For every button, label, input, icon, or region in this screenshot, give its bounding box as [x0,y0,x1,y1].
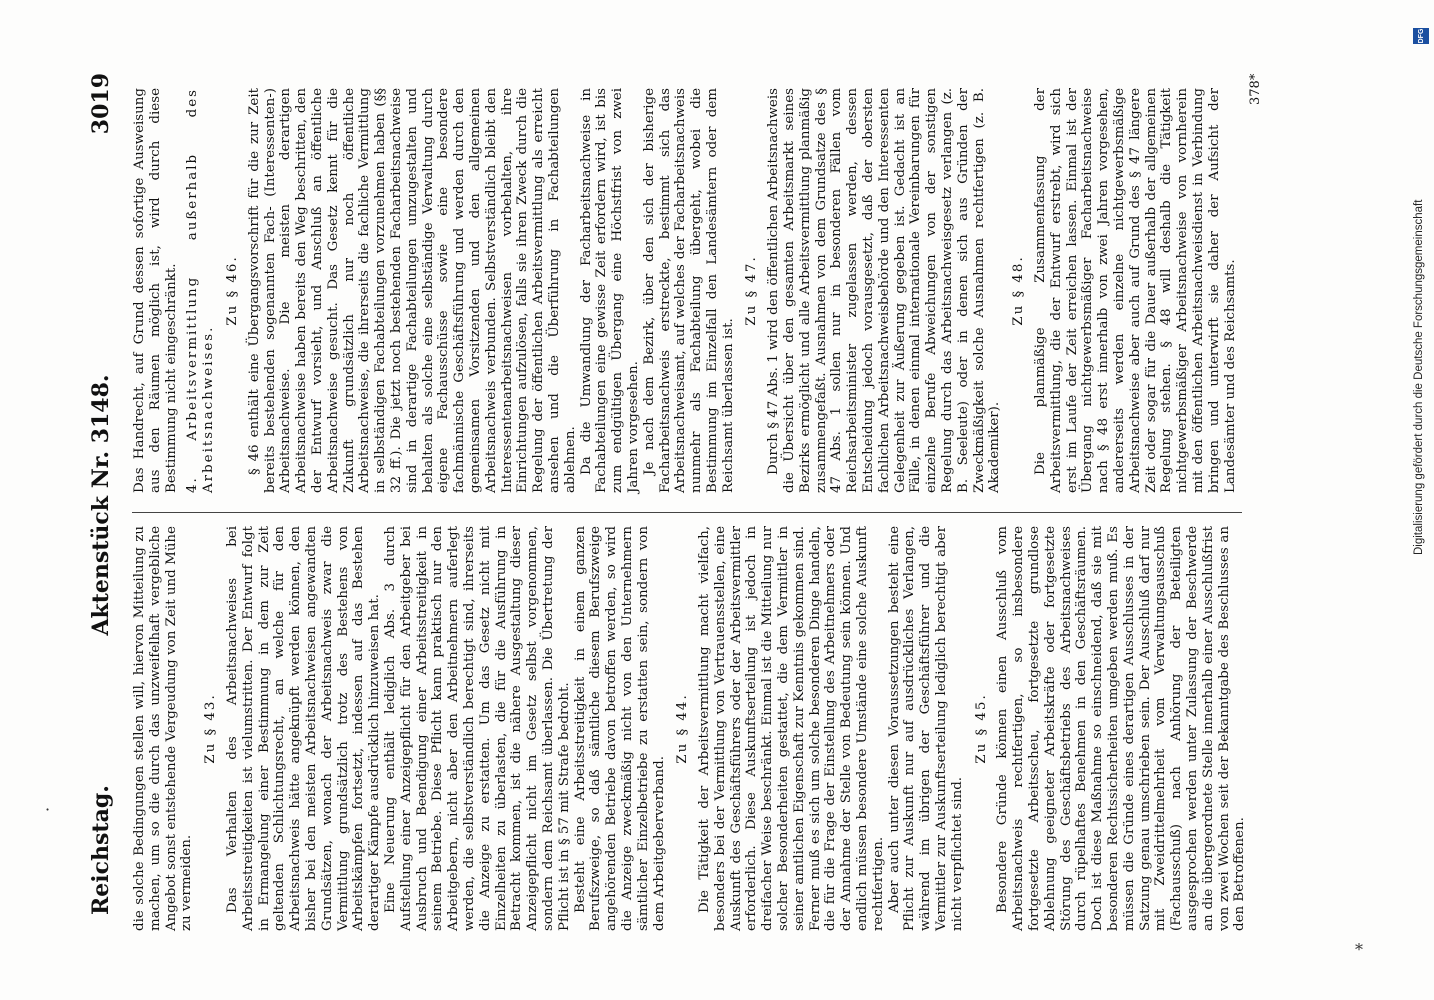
page-number: 3019 [88,73,114,135]
paragraph: Besondere Gründe können einen Ausschluß vom Arbeitsnachweis rechtfertigen, so insbesondere fortgesetzte Arbeitsscheu, fortgesetzte grundlose Ablehnung geeigneter Arbeitskräfte oder fortgesetzte Störung des Geschäftsbetriebs des Arbeitsnachweises durch rüpelhaftes Benehmen in den Geschäftsräumen. Doch ist diese Maßnahme so einschneidend, daß sie mit besonderen Rechtssicherheiten umgeben werden muß. Es müssen die Gründe eines derartigen Ausschlusses in der Satzung genau umschrieben sein. Der Ausschluß darf nur mit Zweidrittelmehrheit vom Verwaltungsausschuß (Fachausschuß) nach Anhörung der Beteiligten ausgesprochen werden unter Zulassung der Beschwerde an die übergeordnete Stelle innerhalb einer Ausschlußfrist von zwei Wochen seit der Bekanntgabe des Beschlusses an den Betroffenen. [995,526,1248,931]
scan-speck: * [1355,940,1363,959]
paragraph: Je nach dem Bezirk, über den sich der bisherige Facharbeitsnachweis erstreckte, bestimmt sich das Arbeitsnachweisamt, auf welches der Facharbeitsnachweis nunmehr als Fachabteilung übergeht, wobei die Bestimmung im Einzelfall den Landesämtern oder dem Reichsamt überlassen ist. [641,88,736,493]
paragraph: Das Handrecht, auf Grund dessen sofortige Ausweisung aus den Räumen möglich ist, wird durch diese Bestimmung nicht eingeschränkt. [132,88,179,493]
text-column-left [132,526,1248,931]
running-header [80,65,120,945]
section-heading: Zu § 45. [973,693,989,764]
header-left: Reichstag. [88,785,114,915]
header-center: Aktenstück Nr. 3148. [88,374,114,636]
text-column-right [132,88,1238,493]
paragraph: Das Verhalten des Arbeitsnachweises bei Arbeitsstreitigkeiten ist vielumstritten. Der Entwurf folgt in Ermangelung einer Bestimmung in dem zur Zeit geltenden Schlichtungsrecht, an welche für den Arbeitsnachweis hätte angeknüpft werden können, den bisher bei den meisten Arbeitsnachweisen angewandten Grundsätzen, wonach der Arbeitsnachweis zwar die Vermittlung grundsätzlich trotz des Bestehens von Arbeitskämpfen fortsetzt, indessen auf das Bestehen derartiger Kämpfe ausdrücklich hinzuweisen hat. [224,526,383,931]
rotated-page-content [80,65,1330,945]
paragraph: § 46 enthält eine Übergangsvorschrift für die zur Zeit bereits bestehenden sogenannten Fach- (Interessenten-) Arbeitsnachweise. Die meisten derartigen Arbeitsnachweise haben bereits den Weg beschritten, den der Entwurf vorsieht, und Anschluß an öffentliche Arbeitsnachweise gesucht. Das Gesetz kennt für die Zukunft grundsätzlich nur noch öffentliche Arbeitsnachweise, die ihrerseits die fachliche Vermittlung in selbständigen Fachabteilungen vorzunehmen haben (§§ 32 ff.). Die jetzt noch bestehenden Facharbeitsnachweise sind in derartige Fachabteilungen umzugestalten und behalten als solche eine selbständige Verwaltung durch eigene Fachausschüsse sowie eine besondere fachmännische Geschäftsführung und werden durch den gemeinsamen Vorsitzenden und den allgemeinen Arbeitsnachweis verbunden. Selbstverständlich bleibt den Interessentenarbeitsnachweisen vorbehalten, ihre Einrichtungen aufzulösen, falls sie ihren Zweck durch die Regelung der öffentlichen Arbeitsvermittlung als erreicht ansehen und die Überführung in Fachabteilungen ablehnen. [246,88,578,493]
sheet-number: 378* [1248,73,1263,105]
section-heading: Zu § 47. [744,255,760,326]
paragraph: Aber auch unter diesen Voraussetzungen besteht eine Pflicht zur Auskunft nur auf ausdrückliches Verlangen, während im übrigen der Geschäftsführer und die Vermittler zur Auskunftserteilung lediglich berechtigt aber nicht verpflichtet sind. [886,526,965,931]
section-heading: Zu § 46. [224,255,240,326]
scan-speck: · [45,800,51,819]
dfg-logo: DFG [1413,28,1429,44]
paragraph: Besteht eine Arbeitsstreitigkeit in einem ganzen Berufszweige, so daß sämtliche diesem Berufszweige angehörenden Betriebe davon betroffen werden, so wird die Anzeige zweckmäßig nicht von den Unternehmern sämtlicher Einzelbetriebe zu erstatten sein, sondern von dem Arbeitgeberverband. [572,526,667,931]
paragraph: Die Tätigkeit der Arbeitsvermittlung macht vielfach, besonders bei der Vermittlung von Vertrauensstellen, eine Auskunft des Geschäftsführers oder der Arbeitsvermittler erforderlich. Diese Auskunftserteilung ist jedoch in dreifacher Weise beschränkt. Einmal ist die Mitteilung nur solcher Besonderheiten gestattet, die dem Vermittler in seiner amtlichen Eigenschaft zur Kenntnis gekommen sind. Ferner muß es sich um solche besonderen Dinge handeln, die für die Frage der Einstellung des Arbeitnehmers oder der Annahme der Stelle von Bedeutung sein können. Und endlich müssen besondere Umstände eine solche Auskunft rechtfertigen. [697,526,886,931]
paragraph: Da die Umwandlung der Facharbeitsnachweise in Fachabteilungen eine gewisse Zeit erfordern wird, ist bis zum endgültigen Übergang eine Höchstfrist von zwei Jahren vorgesehen. [578,88,641,493]
digitization-note: Digitalisierung gefördert durch die Deutsche Forschungsgemeinschaft [1413,199,1425,555]
section-heading: Zu § 43. [203,693,219,764]
section-heading: Zu § 44. [675,693,691,764]
chapter-heading: 4. Arbeitsvermittlung außerhalb des Arbeitsnachweises. [185,88,217,493]
paragraph: Durch § 47 Abs. 1 wird den öffentlichen Arbeitsnachweis die Übersicht über den gesamten Arbeitsmarkt seines Bezirks ermöglicht und alle Arbeitsvermittlung planmäßig zusammengefaßt. Ausnahmen von dem Grundsatze des § 47 Abs. 1 sollen nur in besonderen Fällen vom Reichsarbeitsminister zugelassen werden, dessen Entscheidung jedoch vorausgesetzt, daß der obersten fachlichen Arbeitsnachweisbehörde und den Interessenten Gelegenheit zur Äußerung gegeben ist. Gedacht ist an Fälle, in denen einmal internationale Vereinbarungen für einzelne Berufe Abweichungen von der sonstigen Regelung durch das Arbeitsnachweisgesetz verlangen (z. B. Seeleute) oder in denen sich aus Gründen der Zweckmäßigkeit solche Ausnahmen rechtfertigen (z. B. Akademiker). [766,88,1003,493]
section-heading: Zu § 48. [1011,255,1027,326]
paragraph: Eine Neuerung enthält lediglich Abs. 3 durch Aufstellung einer Anzeigepflicht für den Arbeitgeber bei Ausbruch und Beendigung einer Arbeitsstreitigkeit in seinem Betriebe. Diese Pflicht kann praktisch nur den Arbeitgebern, nicht aber den Arbeitnehmern auferlegt werden, die selbstverständlich berechtigt sind, ihrerseits die Anzeige zu erstatten. Um das Gesetz nicht mit Einzelheiten zu überlasten, die für die Ausführung in Betracht kommen, ist die nähere Ausgestaltung dieser Anzeigepflicht nicht im Gesetz selbst vorgenommen, sondern dem Reichsamt überlassen. Die Übertretung der Pflicht ist in § 57 mit Strafe bedroht. [382,526,572,931]
paragraph: Die planmäßige Zusammenfassung der Arbeitsvermittlung, die der Entwurf erstrebt, wird sich erst im Laufe der Zeit erreichen lassen. Einmal ist der Übergang nichtgewerbsmäßiger Facharbeitsnachweise nach § 48 erst innerhalb von zwei Jahren vorgesehen, andererseits werden einzelne nichtgewerbsmäßige Arbeitsnachweise aber auch auf Grund des § 47 längere Zeit oder sogar für die Dauer außerhalb der allgemeinen Regelung stehen. § 48 will deshalb die Tätigkeit nichtgewerbsmäßiger Arbeitsnachweise von vornherein mit den öffentlichen Arbeitsnachweisdienst in Verbindung bringen und unterwirft sie daher der Aufsicht der Landesämter und des Reichsamts. [1033,88,1238,493]
paragraph: die solche Bedingungen stellen will, hiervon Mitteilung zu machen, um so die durch das unzweifelhaft vergebliche Angebot sonst entstehende Vergeudung von Zeit und Mühe zu vermeiden. [132,526,195,931]
column-divider [132,512,1242,513]
